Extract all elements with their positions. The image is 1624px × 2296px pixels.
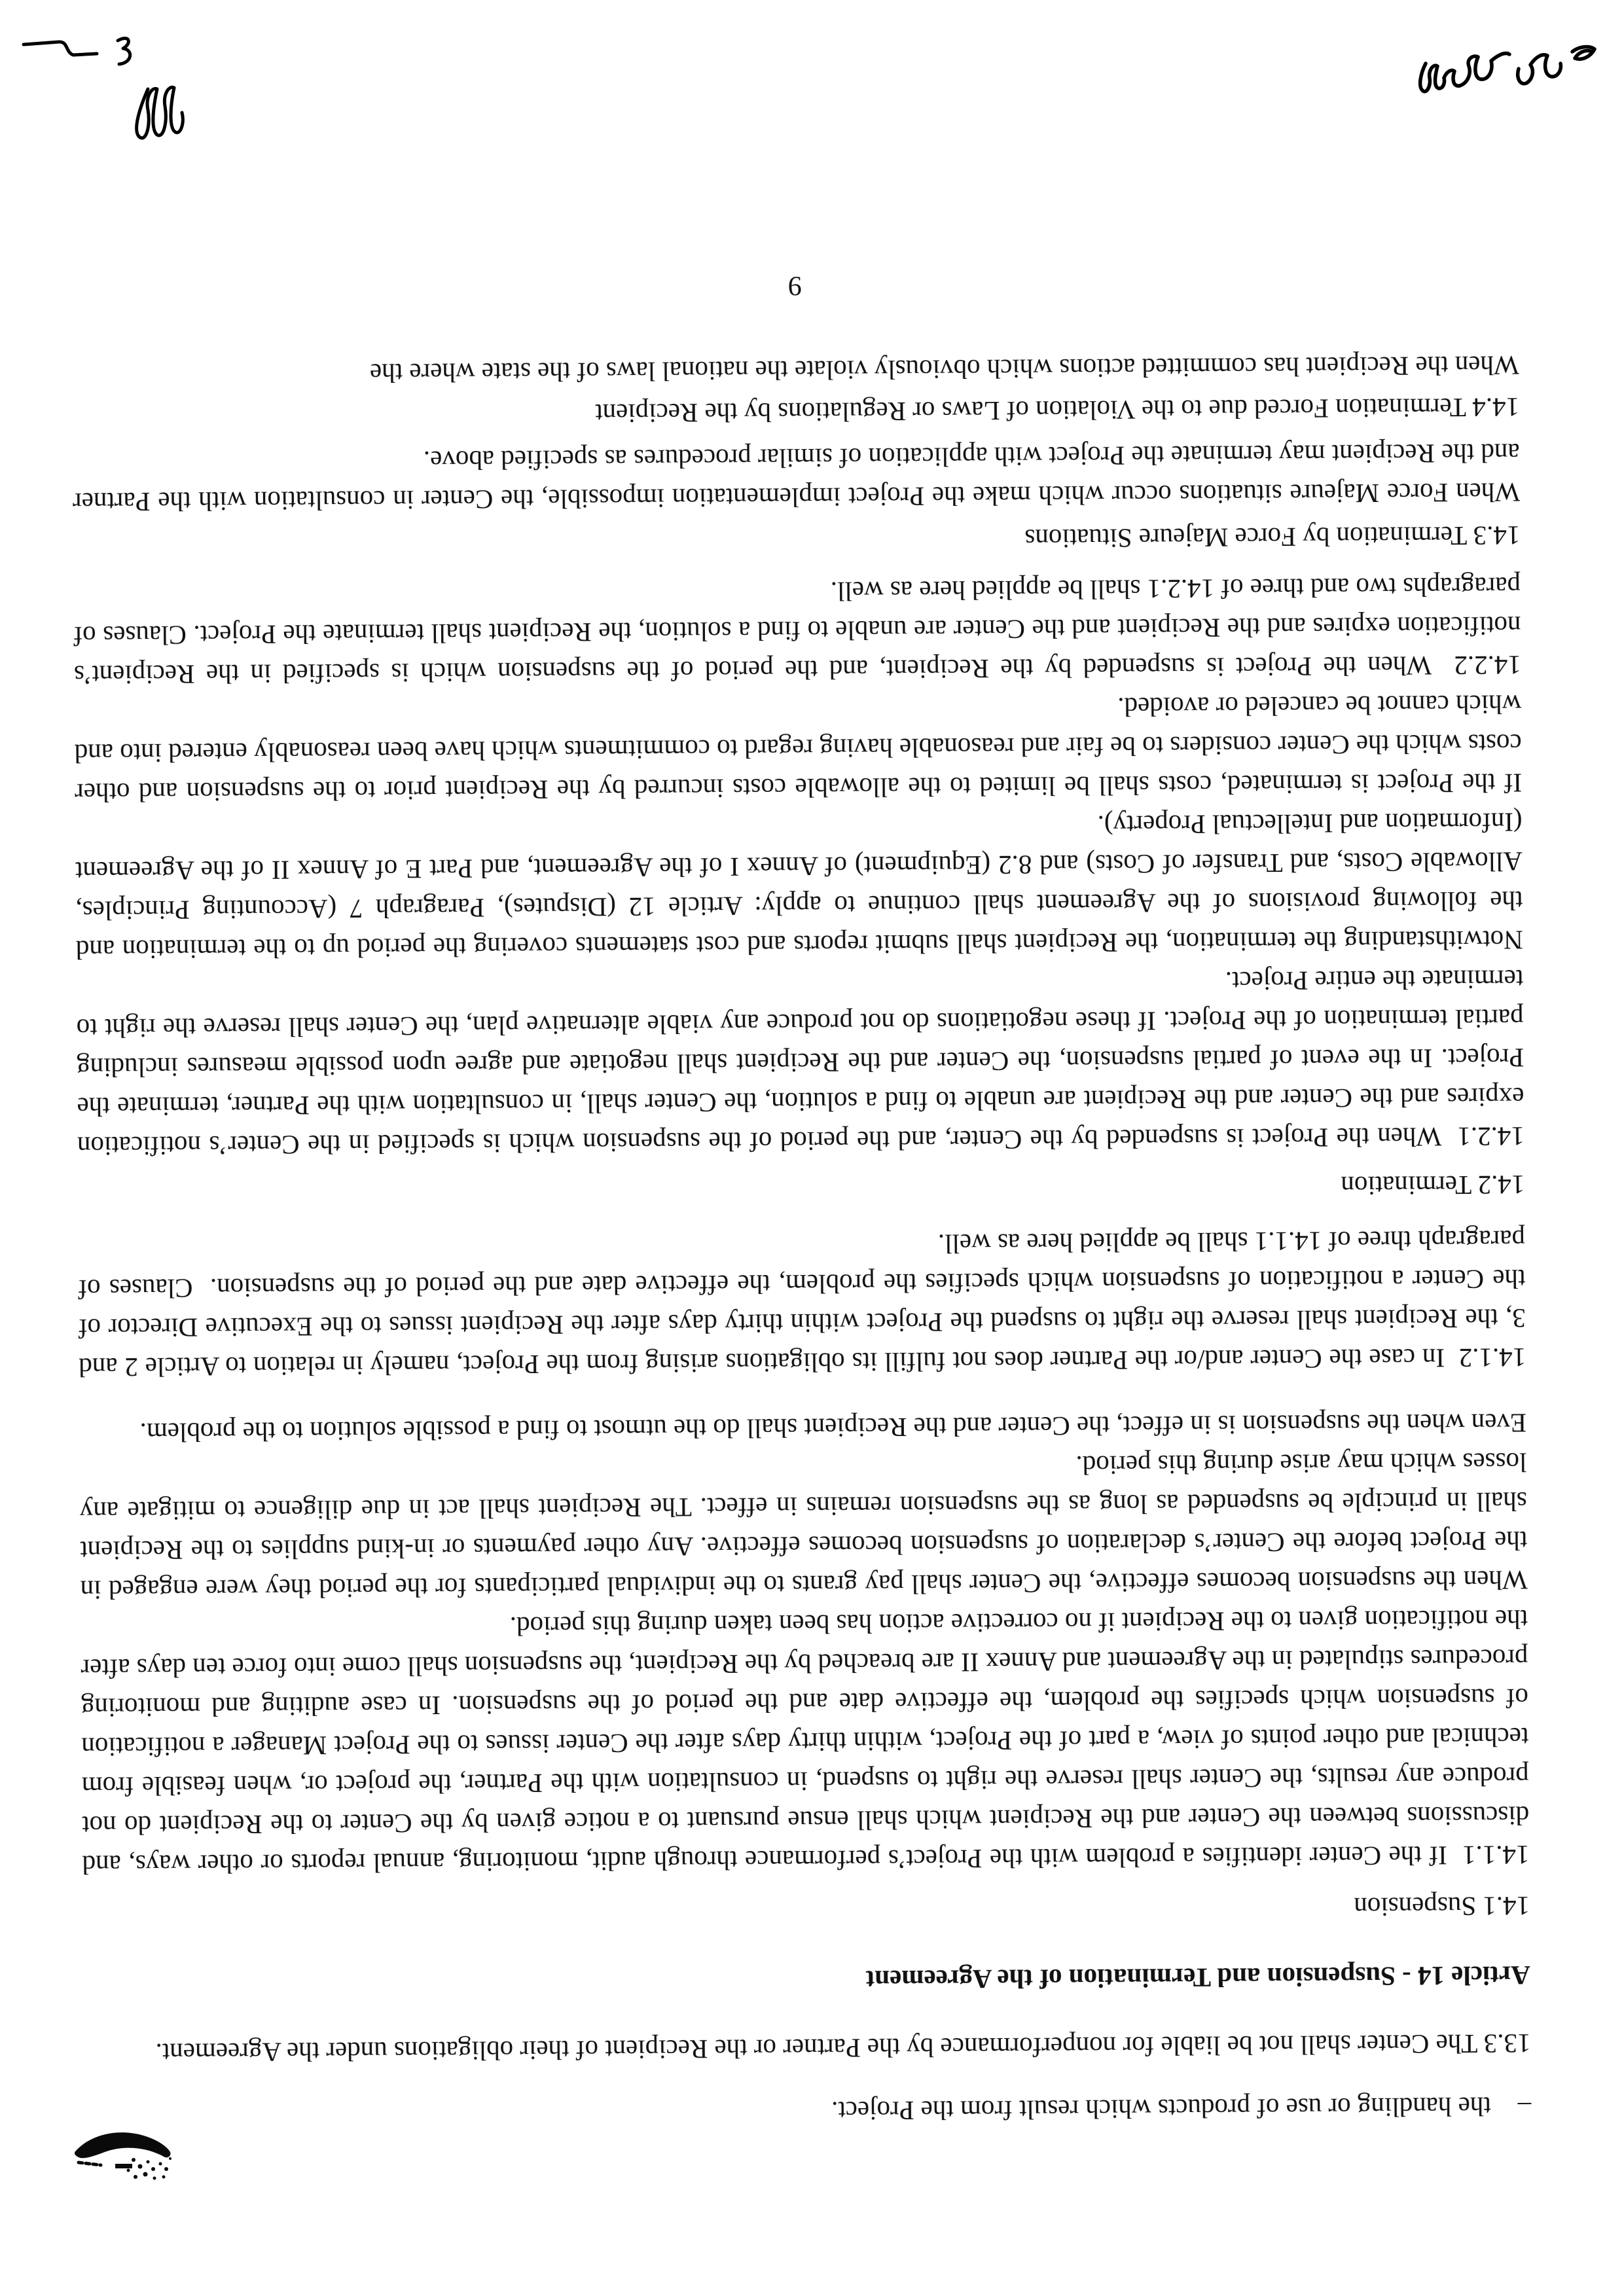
clause-13-3: 13.3 The Center shall not be liable for nonperformance by the Partner or the Recipient of their obligations under the Agreement. [155, 2028, 1531, 2069]
clause-14-2-1-para-3: If the Project is terminated, costs shall be limited to the allowable costs incurred by the Recipient prior to the suspension and other costs which the Center considers to be fair and reasonable having regard to commitments which have been reasonably entered into and which cannot be canceled or avoided. [74, 689, 1523, 808]
handwritten-corner-marks-icon [20, 26, 236, 151]
clause-14-4-para: When the Recipient has committed actions which obviously violate the national laws of the state where the [369, 350, 1519, 389]
clause-14-4-heading: 14.4 Termination Forced due to the Violation of Laws or Regulations by the Recipient [595, 392, 1520, 429]
clause-14-1-1-para-2: When the suspension becomes effective, the Center shall pay grants to the individual participants for the period they were engaged in the Project before the Center’s declaration of suspension becomes effective. Any other payments or in-kind supplies to the Recipient shall in principle be suspended as long as the suspension remains in effect. The Recipient shall act in due diligence to mitigate any losses which may arise during this period. [79, 1447, 1528, 1605]
clause-14-3-heading: 14.3 Termination by Force Majeure Situations [1024, 520, 1521, 554]
page-number: 9 [787, 270, 802, 301]
handwritten-signature-icon [1401, 23, 1604, 98]
clause-14-1-1: 14.1.1 If the Center identifies a problem with the Project’s performance through audit, monitoring, annual reports or other ways, and discussions between the Center and the Recipient which shall ensue pursuant to a notice given by the Center to the Recipient do not produce any results, the Center shall reserve the right to suspend, in consultation with the Partner, the project or, when feasible from technical and other points of view, a part of the Project, within thirty days after the Center issues to the Project Manager a notification of suspension which specifies the problem, the effective date and the period of the suspension. In case auditing and monitoring procedures stipulated in the Agreement and Annex II are breached by the Recipient, the suspension shall come into force ten days after the notification given to the Recipient if no corrective action has been taken during this period. [81, 1604, 1530, 1880]
list-item-products: – the handling or use of products which result from the Project. [831, 2091, 1532, 2126]
clause-14-2-1-para-2: Notwithstanding the termination, the Recipient shall submit reports and cost statements covering the period up to the termination and the following provisions of the Agreement shall continue to apply: Article 12 (Disputes), Paragraph 7 (Accounting Principles, Allowable Costs, and Transfer of Costs) and 8.2 (Equipment) of Annex I of the Agreement, and Part E of Annex II of the Agreement (Information and Intellectual Property). [75, 807, 1523, 965]
ink-smudge-stamp-icon [71, 2126, 182, 2188]
clause-14-2-2: 14.2.2 When the Project is suspended by the Recipient, and the period of the suspension which is specified in the Recipient’s notification expires and the Recipient and the Center are unable to find a solution, the Recipient shall terminate the Project. Clauses of paragraphs two and three of 14.2.1 shall be applied here as well. [73, 571, 1522, 691]
clause-14-2-1: 14.2.1 When the Project is suspended by the Center, and the period of the suspension which is specified in the Center’s notification expires and the Center and the Recipient are unable to find a solution, the Center shall, in consultation with the Partner, terminate the Project. In the event of partial suspension, the Center and the Recipient shall negotiate and agree upon possible measures including partial termination of the Project. If these negotiations do not produce any viable alternative plan, the Center shall reserve the right to terminate the entire Project. [76, 964, 1525, 1162]
clause-14-1-2: 14.1.2 In case the Center and/or the Partner does not fulfill its obligations arising from the Project, namely in relation to Article 2 and 3, the Recipient shall reserve the right to suspend the Project within thirty days after the Recipient issues to the Executive Director of the Center a notification of suspension which specifies the problem, the effective date and the period of the suspension. Clauses of paragraph three of 14.1.1 shall be applied here as well. [78, 1225, 1526, 1383]
clause-14-1-heading: 14.1 Suspension [1354, 1891, 1530, 1923]
article-14-heading: Article 14 - Suspension and Termination of the Agreement [865, 1960, 1531, 1996]
clause-14-1-1-para-3: Even when the suspension is in effect, the Center and the Recipient shall do the utmost to find a possible solution to the problem. [139, 1408, 1527, 1448]
clause-14-2-heading: 14.2 Termination [1341, 1170, 1525, 1202]
clause-14-3-para: When Force Majeure situations occur which make the Project implementation impossible, the Center in consultation with the Partner and the Recipient may terminate the Project with application of similar procedures as specified above. [72, 438, 1521, 518]
